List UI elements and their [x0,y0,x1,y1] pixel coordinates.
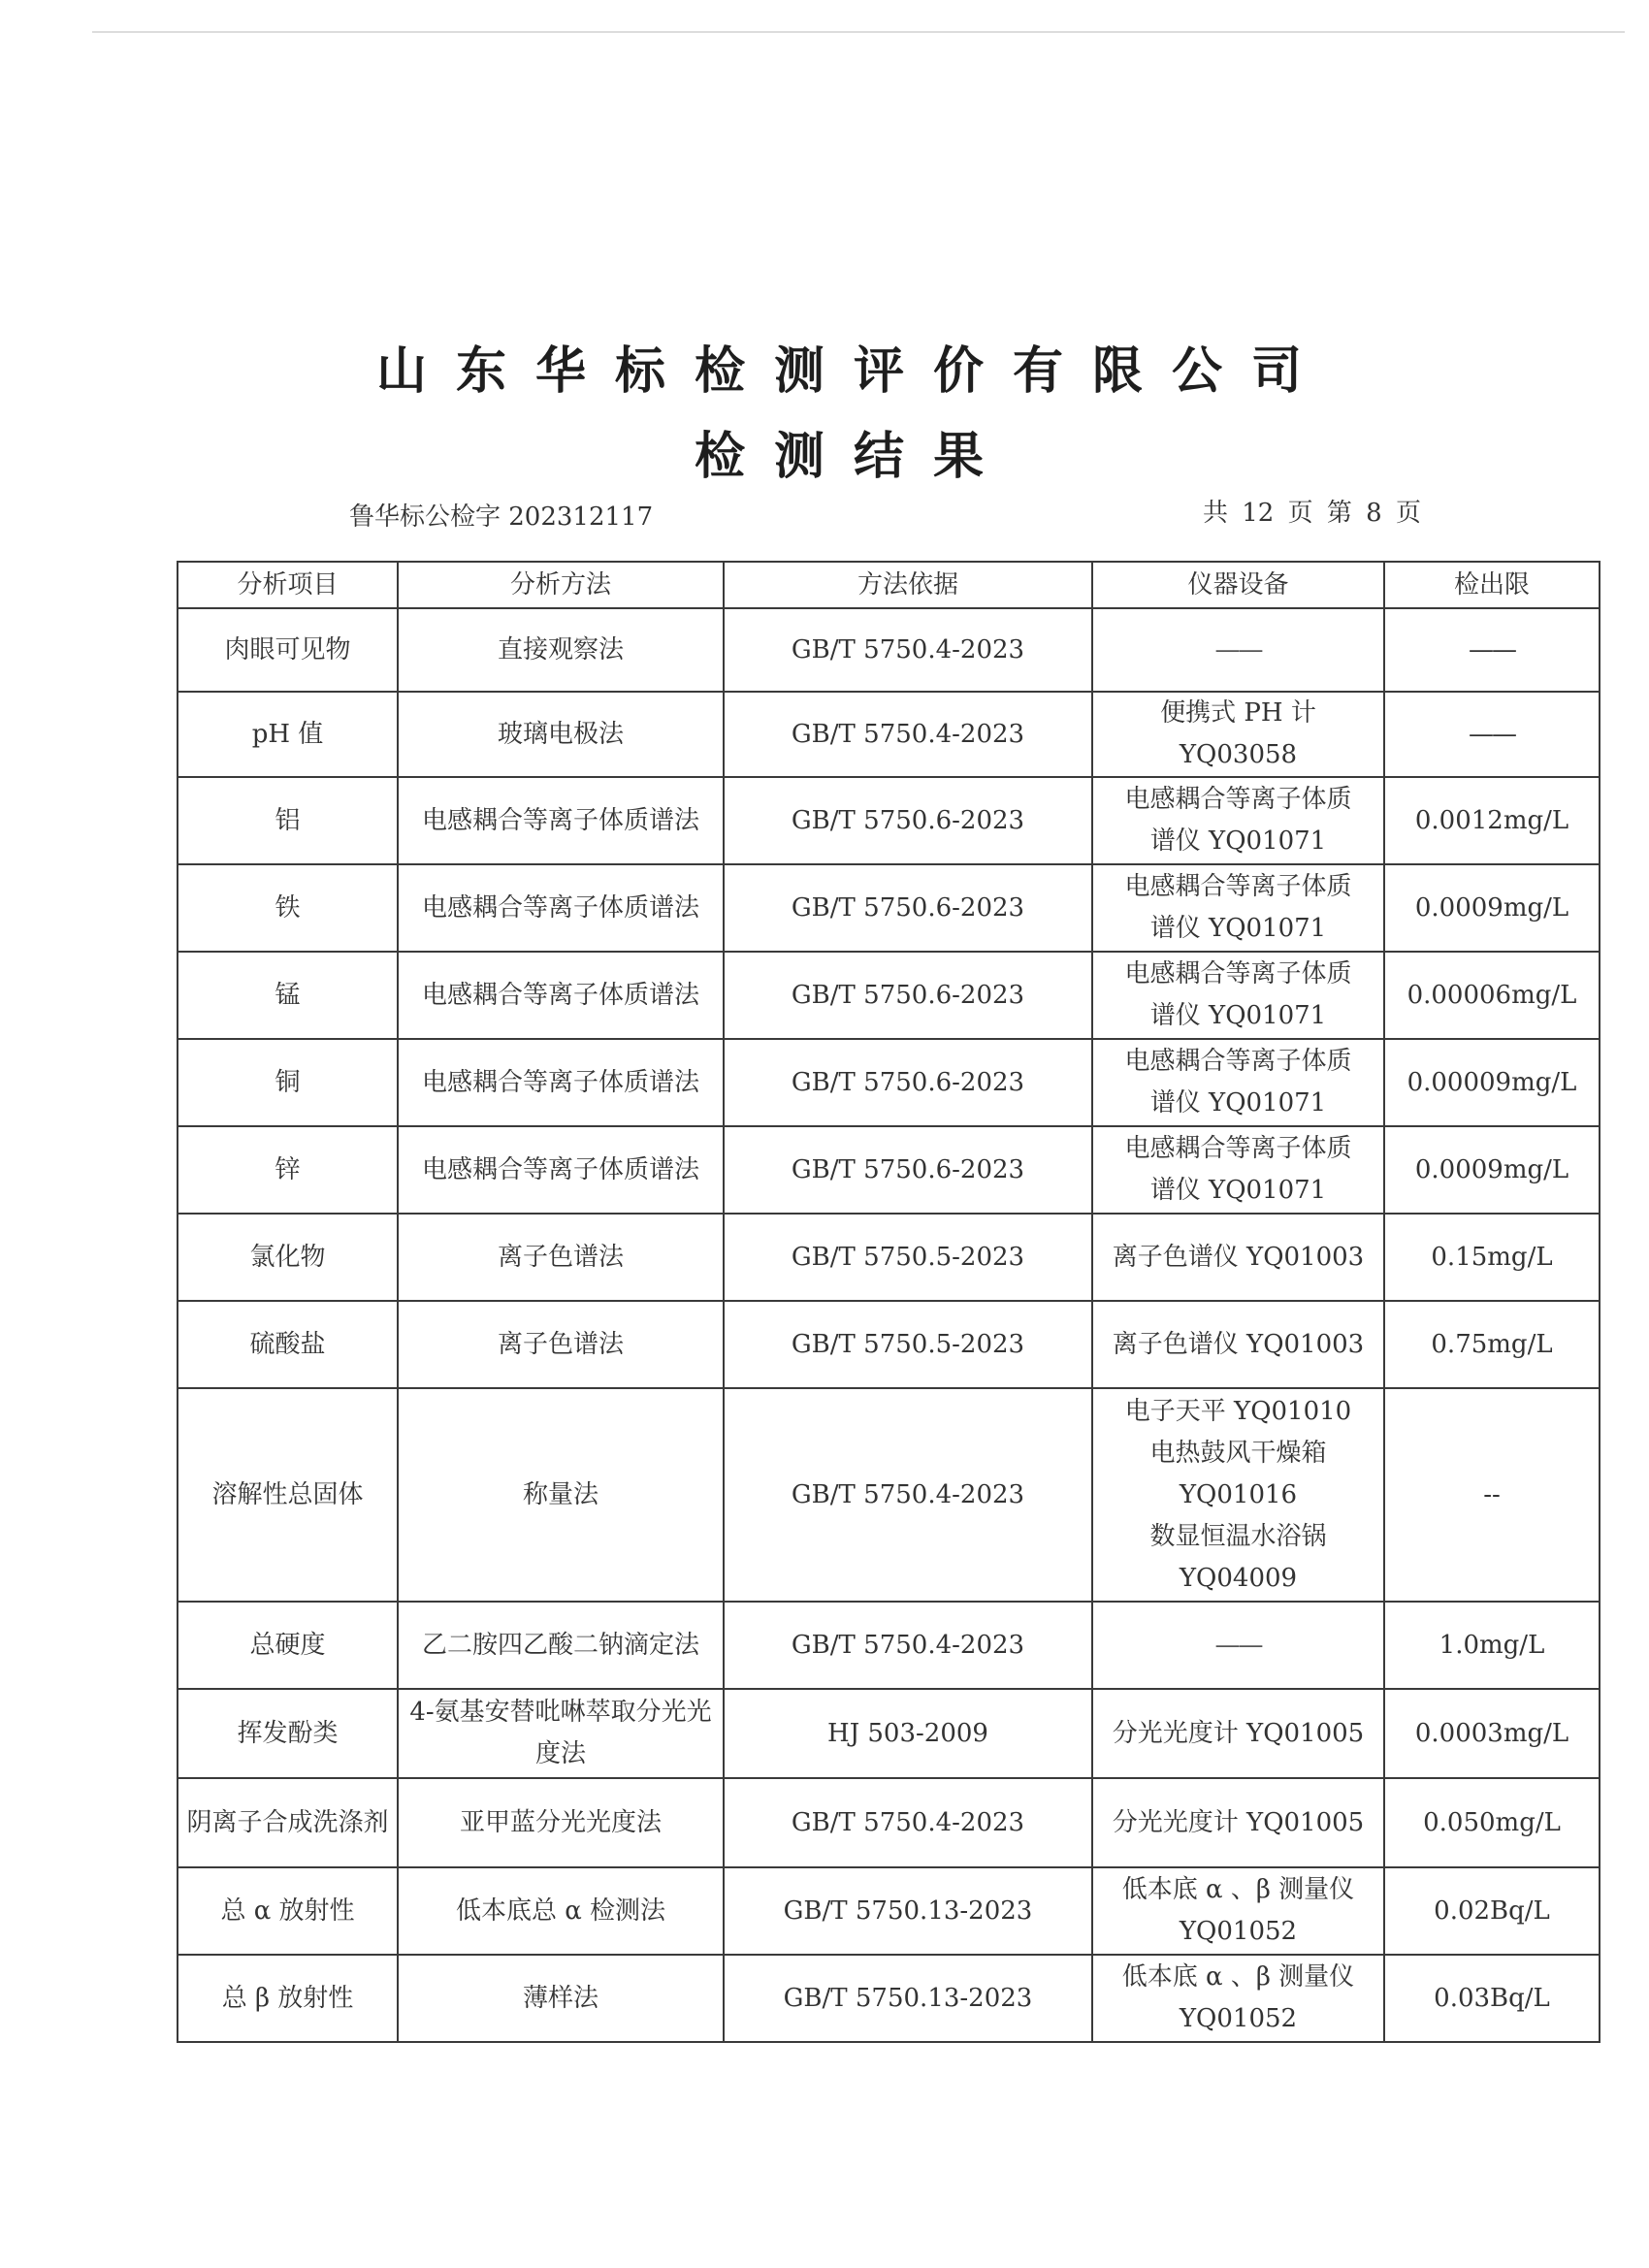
cell-limit: 1.0mg/L [1384,1602,1600,1689]
table-row [178,1955,1600,2042]
table-row [178,1388,1600,1602]
cell-method: 电感耦合等离子体质谱法 [398,1039,724,1126]
equipment-line: YQ01052 [1179,1917,1298,1946]
cell-equipment [1092,1778,1384,1867]
cell-item: 肉眼可见物 [178,608,398,692]
cell-basis: GB/T 5750.4-2023 [724,692,1092,777]
column-header-method: 分析方法 [398,562,724,608]
cell-method: 离子色谱法 [398,1214,724,1301]
equipment-line: 谱仪 YQ01071 [1149,914,1327,943]
table-row [178,1039,1600,1126]
cell-limit: 0.00006mg/L [1384,952,1600,1039]
cell-limit: 0.0003mg/L [1384,1689,1600,1778]
cell-equipment [1092,1039,1384,1126]
cell-equipment [1092,1955,1384,2042]
page-info: 共 12 页 第 8 页 [1203,499,1421,528]
cell-limit: -- [1384,1388,1600,1602]
column-header-equipment: 仪器设备 [1092,562,1384,608]
cell-equipment [1092,1867,1384,1955]
cell-limit: 0.050mg/L [1384,1778,1600,1867]
cell-method: 电感耦合等离子体质谱法 [398,1126,724,1214]
report-number: 鲁华标公检字 202312117 [349,502,654,532]
equipment-line: 电感耦合等离子体质 [1124,785,1352,814]
cell-basis: GB/T 5750.5-2023 [724,1301,1092,1388]
table-row [178,1301,1600,1388]
cell-limit: 0.0012mg/L [1384,777,1600,864]
equipment-line: YQ04009 [1179,1563,1298,1593]
equipment-line: 电热鼓风干燥箱 [1149,1438,1327,1468]
table-row [178,1602,1600,1689]
cell-method: 称量法 [398,1388,724,1602]
equipment-line: 离子色谱仪 YQ01003 [1112,1329,1365,1359]
cell-method: 低本底总 α 检测法 [398,1867,724,1955]
column-header-basis: 方法依据 [724,562,1092,608]
cell-item: 铝 [178,777,398,864]
cell-method: 直接观察法 [398,608,724,692]
cell-equipment [1092,952,1384,1039]
equipment-line: —— [1214,1630,1262,1660]
column-header-item: 分析项目 [178,562,398,608]
cell-equipment [1092,1301,1384,1388]
cell-item: 锰 [178,952,398,1039]
equipment-line: YQ01016 [1179,1479,1298,1509]
cell-equipment [1092,1602,1384,1689]
cell-basis: GB/T 5750.6-2023 [724,777,1092,864]
cell-method: 电感耦合等离子体质谱法 [398,777,724,864]
cell-basis: GB/T 5750.4-2023 [724,1388,1092,1602]
cell-basis: GB/T 5750.6-2023 [724,1126,1092,1214]
equipment-line: 电感耦合等离子体质 [1124,959,1352,988]
table-row [178,1778,1600,1867]
cell-basis: GB/T 5750.4-2023 [724,1778,1092,1867]
cell-basis: GB/T 5750.6-2023 [724,1039,1092,1126]
cell-limit: —— [1384,692,1600,777]
table-header-row [178,562,1600,608]
cell-item: 铁 [178,864,398,952]
cell-limit: 0.02Bq/L [1384,1867,1600,1955]
cell-basis: GB/T 5750.13-2023 [724,1867,1092,1955]
equipment-line: 数显恒温水浴锅 [1149,1521,1327,1551]
document-title: 检测结果 [694,427,1013,486]
cell-item: 铜 [178,1039,398,1126]
cell-basis: GB/T 5750.4-2023 [724,1602,1092,1689]
cell-item: 阴离子合成洗涤剂 [178,1778,398,1867]
table-row [178,1126,1600,1214]
cell-equipment [1092,1689,1384,1778]
equipment-line: 谱仪 YQ01071 [1149,1001,1327,1030]
table-body [178,608,1600,2042]
cell-equipment [1092,1126,1384,1214]
table-row [178,1689,1600,1778]
table-row [178,864,1600,952]
cell-limit: 0.15mg/L [1384,1214,1600,1301]
equipment-line: 电子天平 YQ01010 [1124,1396,1352,1426]
equipment-line: 电感耦合等离子体质 [1124,1047,1352,1076]
cell-method: 薄样法 [398,1955,724,2042]
equipment-line: 便携式 PH 计 YQ03058 [1160,698,1316,769]
cell-equipment [1092,692,1384,777]
cell-item: 总硬度 [178,1602,398,1689]
cell-method: 电感耦合等离子体质谱法 [398,864,724,952]
cell-method: 玻璃电极法 [398,692,724,777]
table-row [178,777,1600,864]
cell-basis: GB/T 5750.6-2023 [724,952,1092,1039]
equipment-line: 低本底 α 、β 测量仪 [1121,1875,1355,1904]
cell-method: 离子色谱法 [398,1301,724,1388]
cell-item: 总 β 放射性 [178,1955,398,2042]
cell-equipment [1092,777,1384,864]
cell-method: 亚甲蓝分光光度法 [398,1778,724,1867]
table-row [178,1867,1600,1955]
cell-method: 电感耦合等离子体质谱法 [398,952,724,1039]
cell-item: 溶解性总固体 [178,1388,398,1602]
table-row [178,952,1600,1039]
cell-equipment [1092,1214,1384,1301]
scan-edge-line [92,31,1625,33]
equipment-line: 谱仪 YQ01071 [1149,826,1327,856]
cell-equipment [1092,1388,1384,1602]
cell-item: pH 值 [178,692,398,777]
equipment-line: 离子色谱仪 YQ01003 [1112,1242,1365,1272]
equipment-line: —— [1214,634,1262,664]
equipment-line: YQ01052 [1179,2004,1298,2033]
equipment-line: 电感耦合等离子体质 [1124,872,1352,901]
table-row [178,692,1600,777]
cell-item: 挥发酚类 [178,1689,398,1778]
table-row [178,608,1600,692]
equipment-line: 谱仪 YQ01071 [1149,1176,1327,1205]
results-table [177,561,1600,2043]
equipment-line: 低本底 α 、β 测量仪 [1121,1962,1355,1992]
cell-limit: 0.0009mg/L [1384,864,1600,952]
cell-equipment [1092,864,1384,952]
equipment-line: 分光光度计 YQ01005 [1112,1718,1365,1748]
cell-item: 锌 [178,1126,398,1214]
cell-item: 氯化物 [178,1214,398,1301]
cell-method: 4-氨基安替吡啉萃取分光光度法 [398,1689,724,1778]
cell-limit: 0.0009mg/L [1384,1126,1600,1214]
cell-basis: HJ 503-2009 [724,1689,1092,1778]
cell-limit: —— [1384,608,1600,692]
company-title: 山东华标检测评价有限公司 [375,341,1331,401]
cell-basis: GB/T 5750.6-2023 [724,864,1092,952]
cell-basis: GB/T 5750.13-2023 [724,1955,1092,2042]
cell-equipment [1092,608,1384,692]
equipment-line: 分光光度计 YQ01005 [1112,1807,1365,1837]
cell-limit: 0.00009mg/L [1384,1039,1600,1126]
equipment-line: 电感耦合等离子体质 [1124,1134,1352,1163]
cell-method: 乙二胺四乙酸二钠滴定法 [398,1602,724,1689]
cell-item: 总 α 放射性 [178,1867,398,1955]
cell-limit: 0.03Bq/L [1384,1955,1600,2042]
cell-limit: 0.75mg/L [1384,1301,1600,1388]
cell-basis: GB/T 5750.5-2023 [724,1214,1092,1301]
column-header-limit: 检出限 [1384,562,1600,608]
equipment-line: 谱仪 YQ01071 [1149,1088,1327,1118]
table-row [178,1214,1600,1301]
cell-item: 硫酸盐 [178,1301,398,1388]
cell-basis: GB/T 5750.4-2023 [724,608,1092,692]
